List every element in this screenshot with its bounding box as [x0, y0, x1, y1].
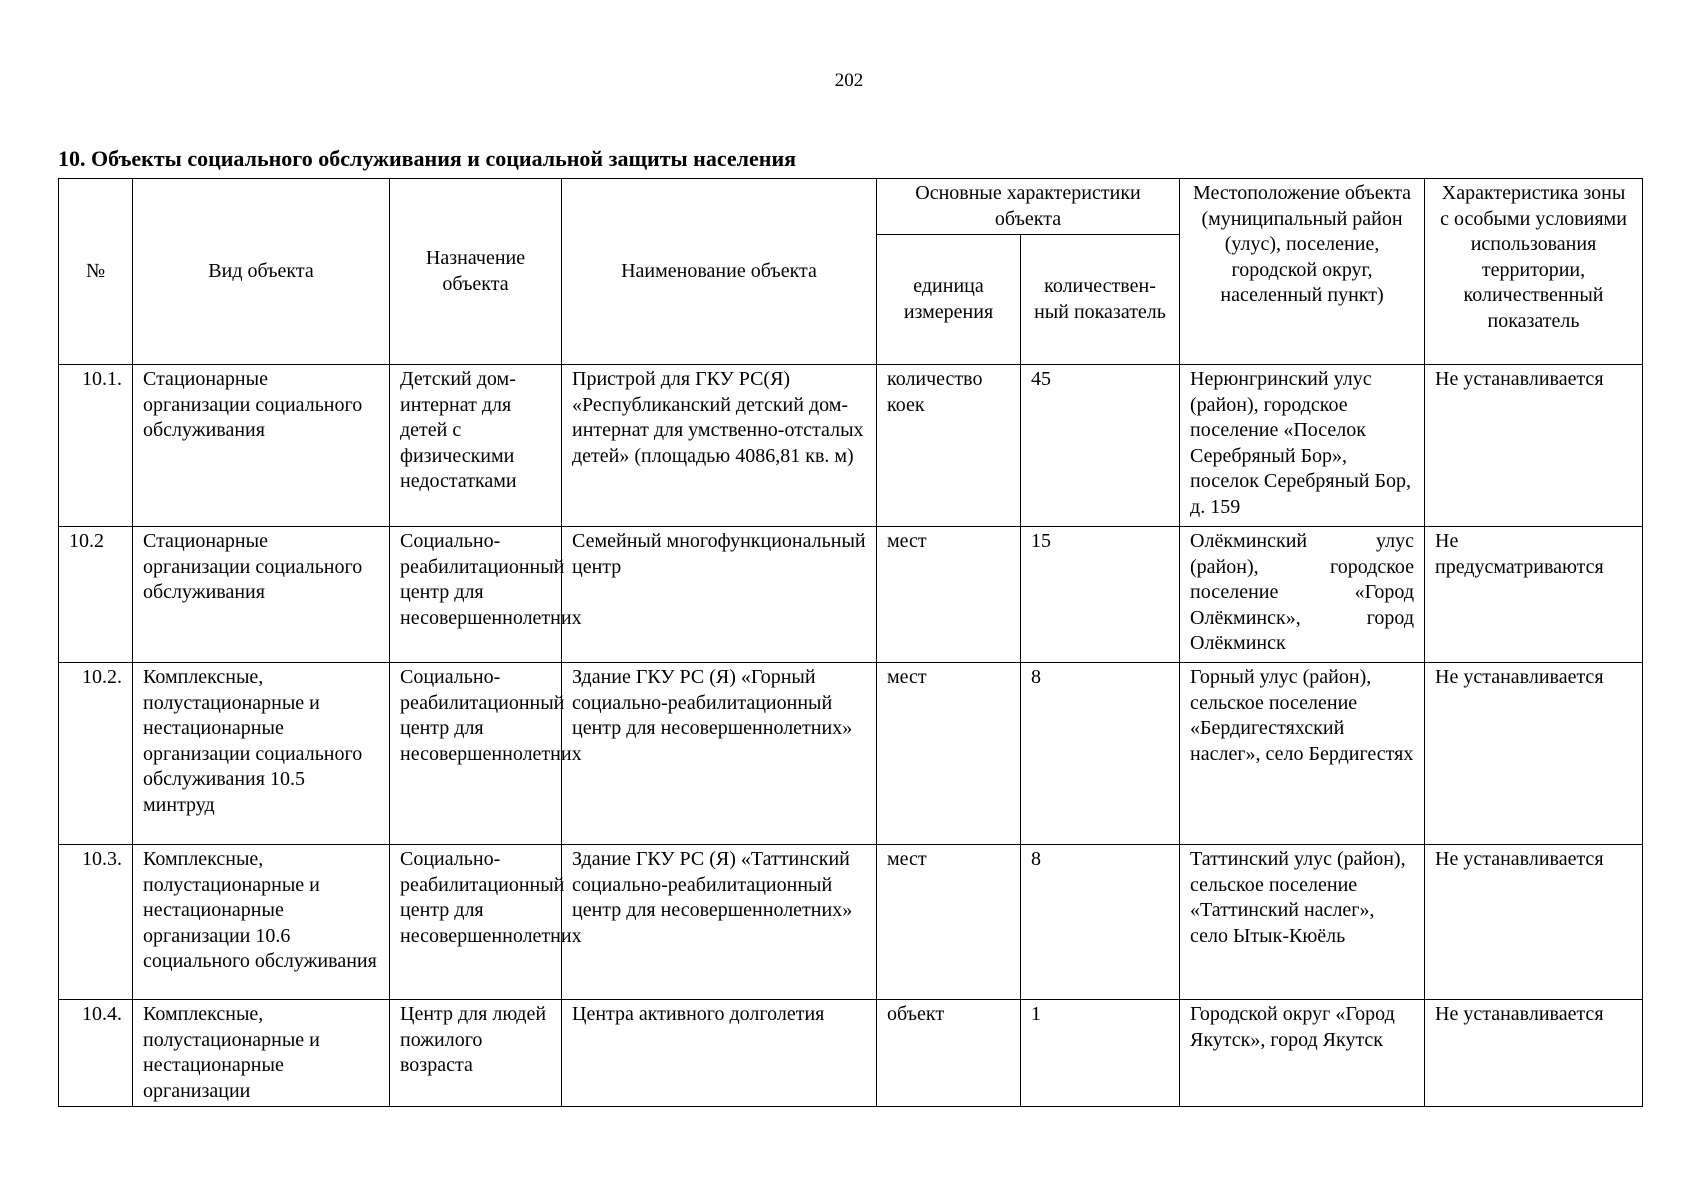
- row-name: Здание ГКУ РС (Я) «Таттинский социально-реабилитационный центр для несовершеннолетних»: [562, 845, 877, 1000]
- row-purpose: Центр для людей пожилого возраста: [390, 1000, 562, 1107]
- row-unit: мест: [877, 527, 1021, 663]
- row-name: Семейный многофункциональный центр: [562, 527, 877, 663]
- row-purpose: Социально-реабилитационный центр для несовершеннолетних: [390, 845, 562, 1000]
- row-unit: количество коек: [877, 365, 1021, 527]
- table-row: [59, 663, 1643, 845]
- header-zone: Характеристика зоны с особыми условиями использования территории, количественный показатель: [1425, 179, 1643, 365]
- header-unit: единица измерения: [877, 235, 1021, 365]
- social-objects-table: [58, 178, 1643, 1107]
- row-quantity: 8: [1021, 663, 1180, 845]
- row-type: Комплексные, полустационарные и нестационарные организации социального обслуживания 10.5 минтруд: [133, 663, 390, 845]
- header-name: Наименование объекта: [562, 179, 877, 365]
- row-quantity: 8: [1021, 845, 1180, 1000]
- row-num: 10.1.: [59, 365, 133, 527]
- row-zone: Не предусматриваются: [1425, 527, 1643, 663]
- table-row: [59, 527, 1643, 663]
- row-name: Здание ГКУ РС (Я) «Горный социально-реабилитационный центр для несовершеннолетних»: [562, 663, 877, 845]
- row-purpose: Социально-реабилитационный центр для несовершеннолетних: [390, 527, 562, 663]
- header-main-characteristics: Основные характеристики объекта: [877, 179, 1180, 235]
- row-type: Комплексные, полустационарные и нестационарные организации 10.6 социального обслуживания: [133, 845, 390, 1000]
- header-num: №: [59, 179, 133, 365]
- row-location: Олёкминский улус (район), городское поселение «Город Олёкминск», город Олёкминск: [1180, 527, 1425, 663]
- row-unit: мест: [877, 663, 1021, 845]
- row-quantity: 1: [1021, 1000, 1180, 1107]
- header-purpose: Назначение объекта: [390, 179, 562, 365]
- row-purpose: Детский дом-интернат для детей с физическими недостатками: [390, 365, 562, 527]
- section-title: 10. Объекты социального обслуживания и социальной защиты населения: [58, 146, 797, 171]
- row-zone: Не устанавливается: [1425, 663, 1643, 845]
- row-num: 10.2: [59, 527, 133, 663]
- table-row: [59, 1000, 1643, 1107]
- header-quantity: количествен-ный показатель: [1021, 235, 1180, 365]
- row-name: Пристрой для ГКУ РС(Я) «Республиканский детский дом-интернат для умственно-отсталых детей» (площадью 4086,81 кв. м): [562, 365, 877, 527]
- row-name: Центра активного долголетия: [562, 1000, 877, 1107]
- page-number: 202: [834, 70, 864, 91]
- row-type: Стационарные организации социального обслуживания: [133, 365, 390, 527]
- row-quantity: 45: [1021, 365, 1180, 527]
- row-zone: Не устанавливается: [1425, 1000, 1643, 1107]
- row-location: Таттинский улус (район), сельское поселение «Таттинский наслег», село Ытык-Кюёль: [1180, 845, 1425, 1000]
- header-location: Местоположение объекта (муниципальный район (улус), поселение, городской округ, населенный пункт): [1180, 179, 1425, 365]
- table-row: [59, 365, 1643, 527]
- row-location: Городской округ «Город Якутск», город Якутск: [1180, 1000, 1425, 1107]
- row-location: Нерюнгринский улус (район), городское поселение «Поселок Серебряный Бор», поселок Серебряный Бор, д. 159: [1180, 365, 1425, 527]
- row-unit: мест: [877, 845, 1021, 1000]
- row-quantity: 15: [1021, 527, 1180, 663]
- row-type: Стационарные организации социального обслуживания: [133, 527, 390, 663]
- header-type: Вид объекта: [133, 179, 390, 365]
- row-num: 10.3.: [59, 845, 133, 1000]
- row-num: 10.2.: [59, 663, 133, 845]
- table-row: [59, 845, 1643, 1000]
- row-num: 10.4.: [59, 1000, 133, 1107]
- row-purpose: Социально-реабилитационный центр для несовершеннолетних: [390, 663, 562, 845]
- row-type: Комплексные, полустационарные и нестационарные организации: [133, 1000, 390, 1107]
- row-unit: объект: [877, 1000, 1021, 1107]
- row-zone: Не устанавливается: [1425, 365, 1643, 527]
- row-zone: Не устанавливается: [1425, 845, 1643, 1000]
- row-location: Горный улус (район), сельское поселение «Бердигестяхский наслег», село Бердигестях: [1180, 663, 1425, 845]
